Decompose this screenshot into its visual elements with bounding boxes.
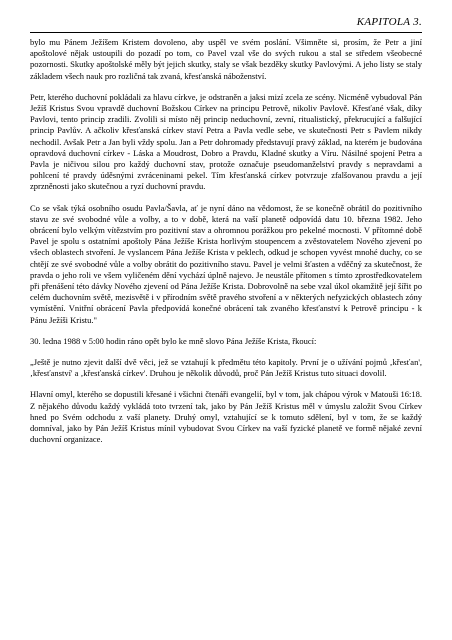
body-text (30, 37, 422, 456)
chapter-heading: KAPITOLA 3. (356, 16, 422, 28)
paragraph: Petr, kterého duchovní pokládali za hlavu církve, je odstraněn a jaksi mizí zcela ze scény. Nicméně vybudoval Pán Ježíš Kristus Svou vpravdě duchovní Božskou Církev na principu Petrově, nikoliv Pavlově. Křesťané však, díky Pavlovi, tento princip zradili. Zvolili si místo něj princip neduchovní, zevní, ritualistický, překrucující a falšující princip Pavlův. A ačkoliv křesťanská církev staví Petra a Pavla vedle sebe, ve skutečnosti Petr s Pavlem nikdy nechodil. Avšak Petr a Jan byli vždy spolu. Jan a Petr dohromady představují pravý základ, na kterém je budována opravdová duchovní církev - Láska a Moudrost, Dobro a Pravdu, Kladné skutky a Víru. Násilné spojení Petra a Pavla je ničivou silou pro každý duchovní stav, protože označuje pseudomanželství pravdy s nepravdami a pohlcení té pravdy úděsnými zvráceninami pekel. Tím křesťanská církev potvrzuje zfalšovanou pravdu a její zprzněnosti jako skutečnou a ryzí duchovní pravdu. (30, 91, 422, 192)
header-rule (30, 32, 422, 33)
paragraph: 30. ledna 1988 v 5:00 hodin ráno opět bylo ke mně slovo Pána Ježíše Krista, řkoucí: (30, 335, 317, 346)
paragraph: Co se však týká osobního osudu Pavla/Šavla, ať je nyní dáno na vědomost, že se konečně obrátil do pozitivního stavu ze své svobodné vůle a volby, a to v době, která na vaší planetě odpovídá datu 10. března 1982. Jeho obrácení bylo velkým vítězstvím pro pozitivní stav a ohromnou porážkou pro pekelné mocnosti. V přítomné době Pavel je spolu s ostatními apoštoly Pána Ježíše Krista horlivým stoupencem a zvěstovatelem Nového zjevení po všech oblastech stvoření. Je vyslancem Pána Ježíše Krista v peklech, odkud je schopen vyvést mnohé duchy, co se chtějí ze své svobodné vůle a volby obrátit do pozitivního stavu. Pavel je velmi šťasten a vděčný za skutečnost, že pravda o jeho roli ve všem vyličeném dění vychází úplně najevo. Je neustále přítomen s tímto zprostředkovatelem při přenášení této dávky Nového zjevení od Pána Ježíše Krista. Dobrovolně na sebe vzal úkol okamžitě její šířit po celém duchovním světě, mezisvětě i v přírodním světě pravého stvoření a v některých nefyzických oblastech zóny vymístění. Vnitřní obrácení Pavla předpovídá konečné obrácení tak zvaného křesťanství k Petrově principu - k Pánu Ježíši Kristu." (30, 202, 422, 325)
paragraph: Hlavní omyl, kterého se dopustili křesané i všichni čtenáři evangelií, byl v tom, jak chápou výrok v Matouši 16:18. Z nějakého důvodu každý vykládá toto tvrzení tak, jako by Pán Ježíš Kristus měl v úmyslu založit Svou Církev hned po Svém odchodu z vaší planety. Druhý omyl, vztahující se k tomuto sdělení, byl v tom, že se každý domníval, jako by Pán Ježíš Kristus mínil vybudovat Svou Církev na vaší fyzické planetě ve formě nějaké zevní duchovní organizace. (30, 389, 422, 445)
paragraph: bylo mu Pánem Ježíšem Kristem dovoleno, aby uspěl ve svém poslání. Všimněte si, prosím, že Petr a jiní apoštolové nějak ustoupili do pozadí po tom, co Pavel vzal vše do svých rukou a stal se středem všeobecné pozornosti. Skutky apoštolské měly být jejich skutky, staly se však bezděky skutky Pavlovými. A jeho listy se staly základem všech nauk pro rozličná tak zvaná, křesťanská náboženství. (30, 37, 422, 81)
paragraph: „Ještě je nutno zjevit další dvě věci, jež se vztahují k předmětu této kapitoly. První je o užívání pojmů ‚křesťan', ‚křesťanství' a ‚křesťanská církev'. Druhou je několik důvodů, proč Pán Ježíš Kristus tuto situaci dovolil. (30, 357, 422, 379)
